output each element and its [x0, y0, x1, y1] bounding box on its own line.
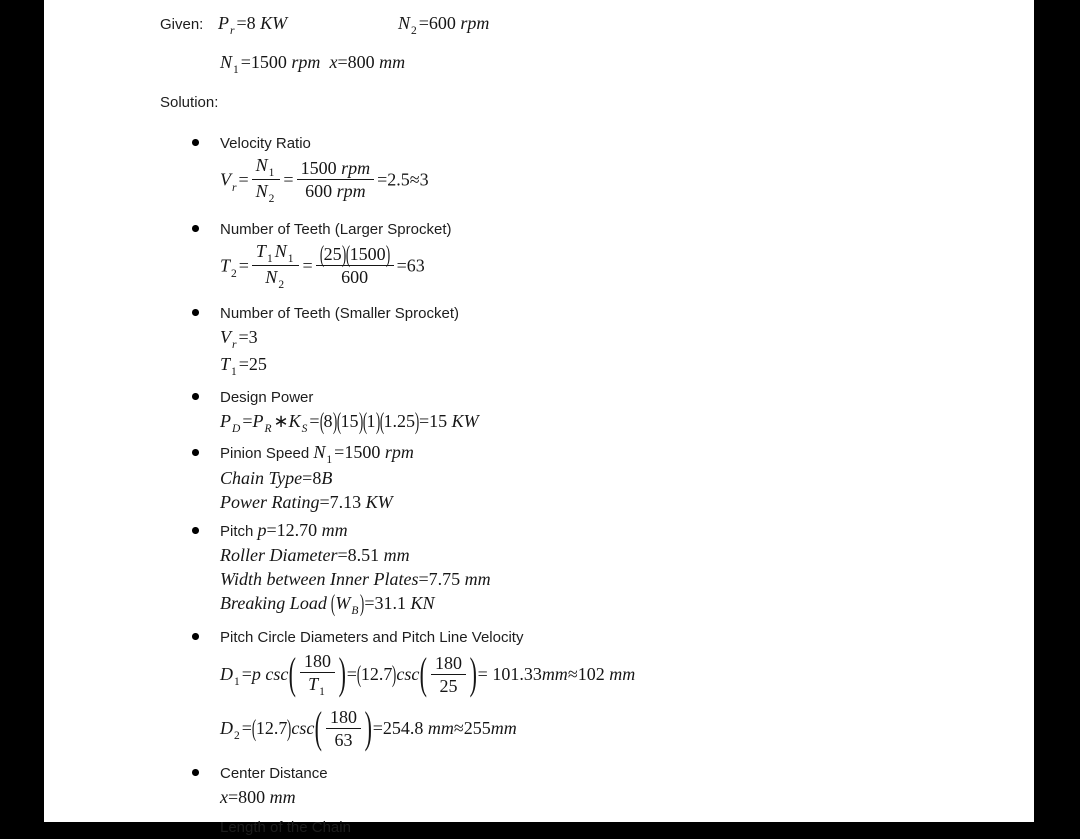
math-segment: = [302, 255, 313, 276]
math-segment: N [220, 52, 233, 72]
math-segment: ( [319, 240, 324, 268]
math-segment: ≈ [453, 718, 464, 739]
given-label: Given: [160, 16, 204, 33]
item-content [220, 519, 1042, 618]
solution-label: Solution: [160, 94, 219, 111]
given-input-speed-center-distance [220, 52, 406, 76]
math-segment: = [337, 52, 348, 72]
math-line [220, 352, 1042, 379]
math-segment: Length of the Chain [220, 819, 351, 836]
math-segment: = [266, 520, 277, 540]
math-segment: 1 [231, 366, 237, 378]
bullet-icon [192, 815, 220, 839]
math-segment: = [238, 255, 249, 276]
paren-group [419, 651, 477, 697]
math-line [220, 591, 1042, 618]
math-segment: Number of Teeth (Smaller Sprocket) [220, 305, 459, 322]
math-segment: rpm [455, 13, 490, 33]
math-segment: mm [379, 545, 410, 565]
math-segment: KW [255, 13, 288, 33]
math-segment: P [218, 13, 229, 33]
math-segment: 2 [411, 25, 417, 37]
paren-group [314, 705, 372, 751]
math-segment: Chain Type [220, 468, 303, 488]
item-heading [220, 519, 1042, 543]
math-segment: 8 [246, 13, 256, 33]
math-segment: N [255, 181, 268, 201]
math-segment: 255 [463, 718, 491, 739]
math-segment: 1500 [349, 244, 386, 264]
paren-content [323, 707, 364, 750]
math-segment: KW [447, 411, 479, 431]
math-segment: = [228, 787, 239, 807]
bullet-icon [192, 217, 220, 294]
math-segment: 1 [266, 253, 273, 265]
math-segment: 1500 [250, 52, 287, 72]
fraction [431, 653, 466, 696]
math-segment: 12.7 [360, 664, 393, 685]
solution-item-2 [192, 301, 1042, 379]
math-segment: Pitch Circle Diameters and Pitch Line Velocity [220, 629, 524, 646]
math-segment: mm [374, 52, 406, 72]
math-segment: N [274, 241, 287, 261]
math-segment: KW [361, 492, 393, 512]
close-paren: ) [338, 649, 347, 698]
math-segment: 8 [323, 411, 333, 431]
solution-item-5 [192, 519, 1042, 618]
bullet-dot [192, 823, 199, 830]
math-segment: Power Rating [220, 492, 320, 512]
solution-item-6 [192, 625, 1042, 757]
math-line [220, 241, 1042, 294]
item-content [220, 217, 1042, 294]
solution-item-1 [192, 217, 1042, 294]
math-segment: = [242, 411, 253, 431]
math-segment: ≈ [567, 664, 578, 685]
fraction [297, 158, 375, 201]
math-segment: 25 [323, 244, 342, 264]
math-segment: Pinion Speed [220, 445, 314, 462]
math-segment: =25 [238, 354, 267, 374]
math-segment: = [418, 13, 429, 33]
math-segment: 1.25 [383, 411, 416, 431]
math-segment: ( [331, 589, 336, 617]
solution-item-3 [192, 385, 1042, 436]
document-page [44, 0, 1034, 836]
math-segment: r [232, 339, 237, 351]
math-segment: N [265, 267, 278, 287]
math-segment: = [236, 13, 247, 33]
math-segment: B [351, 605, 359, 617]
math-segment: 2 [234, 730, 240, 743]
math-segment: P [220, 411, 231, 431]
math-segment: 102 [577, 664, 605, 685]
bullet-icon [192, 625, 220, 757]
math-segment: ) [341, 240, 346, 268]
bullet-icon [192, 519, 220, 618]
math-segment: ) [414, 407, 420, 435]
math-segment: r [230, 25, 235, 37]
item-heading [220, 815, 1042, 839]
math-segment: D [232, 423, 241, 435]
math-segment: P [252, 411, 264, 431]
math-line [220, 155, 1042, 208]
item-heading [220, 131, 1042, 155]
math-segment: ( [362, 407, 367, 435]
open-paren: ( [420, 649, 428, 698]
math-segment: ) [358, 407, 363, 435]
math-segment: rpm [336, 158, 371, 178]
math-segment: ) [360, 589, 365, 617]
math-segment: Design Power [220, 389, 314, 406]
math-segment: mm [317, 520, 348, 540]
math-segment: =2.5 [377, 169, 410, 190]
math-line [220, 785, 1042, 809]
math-segment: T [308, 674, 319, 694]
math-segment: csc [396, 664, 420, 685]
math-segment: 15 [340, 411, 359, 431]
solution-item-7 [192, 761, 1042, 809]
math-segment: 600 [428, 13, 456, 33]
math-segment: 12.7 [255, 718, 288, 739]
math-line [220, 567, 1042, 591]
bullet-dot [192, 633, 199, 640]
bullet-icon [192, 761, 220, 809]
math-segment: 1 [233, 64, 239, 76]
solution-list [192, 131, 1042, 839]
math-segment: 101.33 [492, 664, 542, 685]
math-segment: = [241, 718, 252, 739]
math-segment: p csc [251, 664, 289, 685]
math-segment: 1 [319, 686, 325, 698]
math-segment: 1 [268, 167, 275, 179]
math-segment: = [309, 411, 320, 431]
math-segment: = [364, 593, 375, 613]
math-segment: R [264, 423, 272, 435]
math-line [220, 490, 1042, 514]
item-heading [220, 217, 1042, 241]
math-line [220, 543, 1042, 567]
item-content [220, 385, 1042, 436]
math-segment: x [220, 787, 228, 807]
math-segment: W [335, 593, 351, 613]
given-power-rating [218, 13, 288, 37]
bullet-icon [192, 301, 220, 379]
solution-item-0 [192, 131, 1042, 208]
bullet-dot [192, 139, 199, 146]
math-segment: ( [319, 407, 324, 435]
fraction [316, 240, 394, 287]
math-segment: ( [379, 407, 384, 435]
item-content [220, 761, 1042, 809]
open-paren: ( [315, 703, 323, 752]
item-content [220, 815, 1042, 839]
item-content [220, 131, 1042, 208]
math-segment: 180 [304, 651, 332, 671]
math-segment: Number of Teeth (Larger Sprocket) [220, 221, 452, 238]
item-heading [220, 301, 1042, 325]
math-segment: mm [541, 664, 568, 685]
solution-item-4 [192, 441, 1042, 514]
math-segment: Roller Diameter [220, 545, 338, 565]
math-segment: 254.8 [382, 718, 424, 739]
paren-group [288, 651, 346, 697]
math-segment: 8 [312, 468, 322, 488]
math-segment: Pitch [220, 523, 258, 540]
math-segment: = [346, 664, 357, 685]
math-segment: ( [336, 407, 341, 435]
math-segment: ( [251, 714, 257, 742]
math-segment: Center Distance [220, 765, 328, 782]
math-segment: rpm [332, 181, 366, 201]
math-segment: mm [423, 718, 454, 739]
math-segment: ≈ [409, 169, 420, 190]
math-segment: ) [332, 407, 337, 435]
math-segment: 2 [231, 267, 237, 280]
bullet-dot [192, 449, 199, 456]
math-segment: 1 [366, 411, 376, 431]
item-content [220, 441, 1042, 514]
math-segment: ( [356, 660, 362, 688]
math-segment: = [319, 492, 330, 512]
math-segment: 7.13 [329, 492, 362, 512]
math-segment: =3 [238, 327, 258, 347]
math-segment: Width between Inner Plates [220, 569, 419, 589]
math-segment: ) [392, 660, 397, 688]
bullet-dot [192, 769, 199, 776]
math-line [220, 649, 1042, 703]
math-segment: B [321, 468, 333, 488]
bullet-dot [192, 309, 199, 316]
item-content [220, 625, 1042, 757]
math-segment: mm [460, 569, 491, 589]
math-segment: = [302, 468, 313, 488]
math-segment: V [220, 169, 231, 190]
math-line [220, 466, 1042, 490]
math-segment: ) [287, 714, 292, 742]
math-segment: 1500 [300, 158, 337, 178]
math-segment: = [372, 718, 383, 739]
math-segment: KN [406, 593, 435, 613]
math-segment: 8.51 [347, 545, 380, 565]
bullet-dot [192, 527, 199, 534]
close-paren: ) [364, 703, 373, 752]
math-segment: mm [490, 718, 517, 739]
math-segment: 1 [234, 676, 240, 689]
math-segment: ∗ [273, 411, 289, 431]
math-segment: 600 [341, 267, 369, 287]
math-segment: csc [291, 718, 315, 739]
math-segment: ) [385, 240, 390, 268]
math-segment: 1 [326, 454, 333, 466]
math-segment: 2 [268, 193, 275, 205]
math-segment: T [255, 241, 266, 261]
math-segment: 600 [305, 181, 333, 201]
math-segment: D [220, 718, 233, 739]
fraction [252, 155, 281, 204]
math-segment: 180 [330, 706, 358, 727]
math-segment: 12.70 [276, 520, 318, 540]
math-segment: =15 [419, 411, 448, 431]
math-segment: Velocity Ratio [220, 135, 311, 152]
math-segment: rpm [286, 52, 321, 72]
math-segment: N [398, 13, 411, 33]
math-segment: S [301, 423, 308, 435]
math-segment: = [240, 52, 251, 72]
math-segment: N [313, 442, 326, 462]
item-heading [220, 761, 1042, 785]
math-segment: 2 [278, 279, 285, 291]
math-segment: 180 [435, 652, 462, 673]
solution-item-8 [192, 815, 1042, 839]
fraction [252, 241, 300, 290]
bullet-icon [192, 385, 220, 436]
math-segment: = [477, 664, 493, 685]
math-segment: p [257, 520, 267, 540]
item-heading [220, 441, 1042, 466]
math-segment: 31.1 [374, 593, 407, 613]
bullet-dot [192, 225, 199, 232]
fraction [326, 707, 361, 750]
math-segment: 800 [347, 52, 375, 72]
math-segment: T [220, 255, 231, 276]
math-segment: 63 [334, 729, 353, 750]
math-segment: D [220, 664, 233, 685]
math-segment: = [241, 664, 252, 685]
math-segment: =63 [396, 255, 425, 276]
math-segment: = [418, 569, 429, 589]
item-content [220, 301, 1042, 379]
paren-content [297, 651, 338, 697]
item-heading [220, 385, 1042, 409]
math-segment: = [334, 442, 345, 462]
math-segment: r [232, 181, 237, 194]
math-segment: rpm [380, 442, 414, 462]
math-segment: 1 [287, 253, 294, 265]
math-segment: 800 [238, 787, 266, 807]
paren-content [428, 653, 469, 696]
math-line [220, 703, 1042, 757]
bullet-icon [192, 131, 220, 208]
math-segment: = [337, 545, 348, 565]
math-segment: K [288, 411, 301, 431]
close-paren: ) [469, 649, 477, 698]
math-line [220, 409, 1042, 436]
item-heading [220, 625, 1042, 649]
math-segment: mm [265, 787, 296, 807]
math-segment: V [220, 327, 231, 347]
bullet-icon [192, 441, 220, 514]
math-segment: 1500 [344, 442, 381, 462]
math-segment: ) [375, 407, 380, 435]
given-output-speed [398, 13, 490, 37]
math-segment: Breaking Load [220, 593, 332, 613]
math-segment: 25 [439, 675, 458, 696]
math-segment: 7.75 [428, 569, 461, 589]
math-line [220, 325, 1042, 352]
math-segment: = [283, 169, 294, 190]
math-segment: mm [604, 664, 636, 685]
fraction [300, 651, 335, 697]
math-segment: ( [345, 240, 350, 268]
math-segment: 3 [419, 169, 429, 190]
open-paren: ( [289, 649, 297, 698]
math-segment: N [255, 155, 268, 175]
math-segment: = [238, 169, 249, 190]
math-segment: T [220, 354, 231, 374]
bullet-dot [192, 393, 199, 400]
math-segment: x [329, 52, 338, 72]
